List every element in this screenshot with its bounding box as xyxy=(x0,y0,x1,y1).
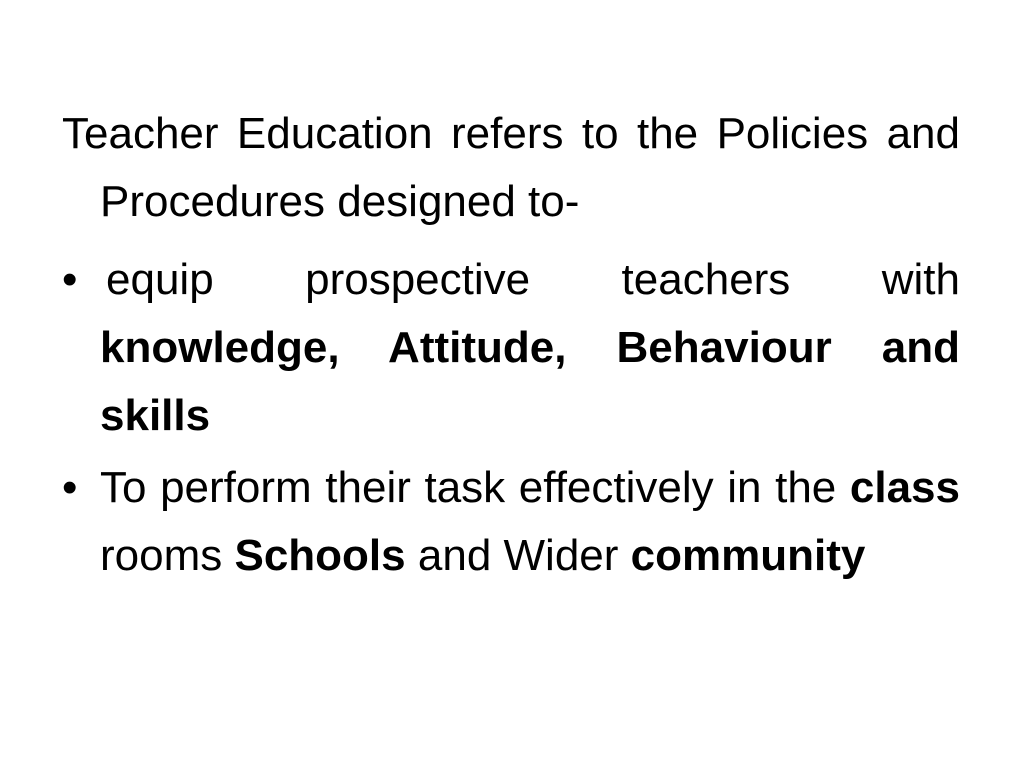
bullet-1-lead: equip prospective teachers with xyxy=(106,255,960,304)
slide-content xyxy=(62,100,960,594)
bullet-item-perform xyxy=(62,454,960,590)
intro-paragraph xyxy=(62,100,960,236)
bullet-2-bold-schools: Schools xyxy=(234,531,406,580)
bullet-2-part-2: rooms xyxy=(100,531,223,580)
bullet-icon: • xyxy=(62,255,78,304)
bullet-icon: • xyxy=(62,463,78,512)
bullet-1-bold: knowledge, Attitude, Behaviour and skills xyxy=(100,323,960,440)
bullet-2-bold-community: community xyxy=(630,531,866,580)
bullet-item-equip xyxy=(62,246,960,450)
bullet-2-part-3: and Wider xyxy=(417,531,619,580)
intro-line-2: Policies and Procedures designed to- xyxy=(100,109,960,226)
bullet-2-bold-class: class xyxy=(849,463,960,512)
intro-line-1: Teacher Education refers to the xyxy=(62,109,699,158)
bullet-2-part-1: To perform their task effectively in the xyxy=(100,463,837,512)
